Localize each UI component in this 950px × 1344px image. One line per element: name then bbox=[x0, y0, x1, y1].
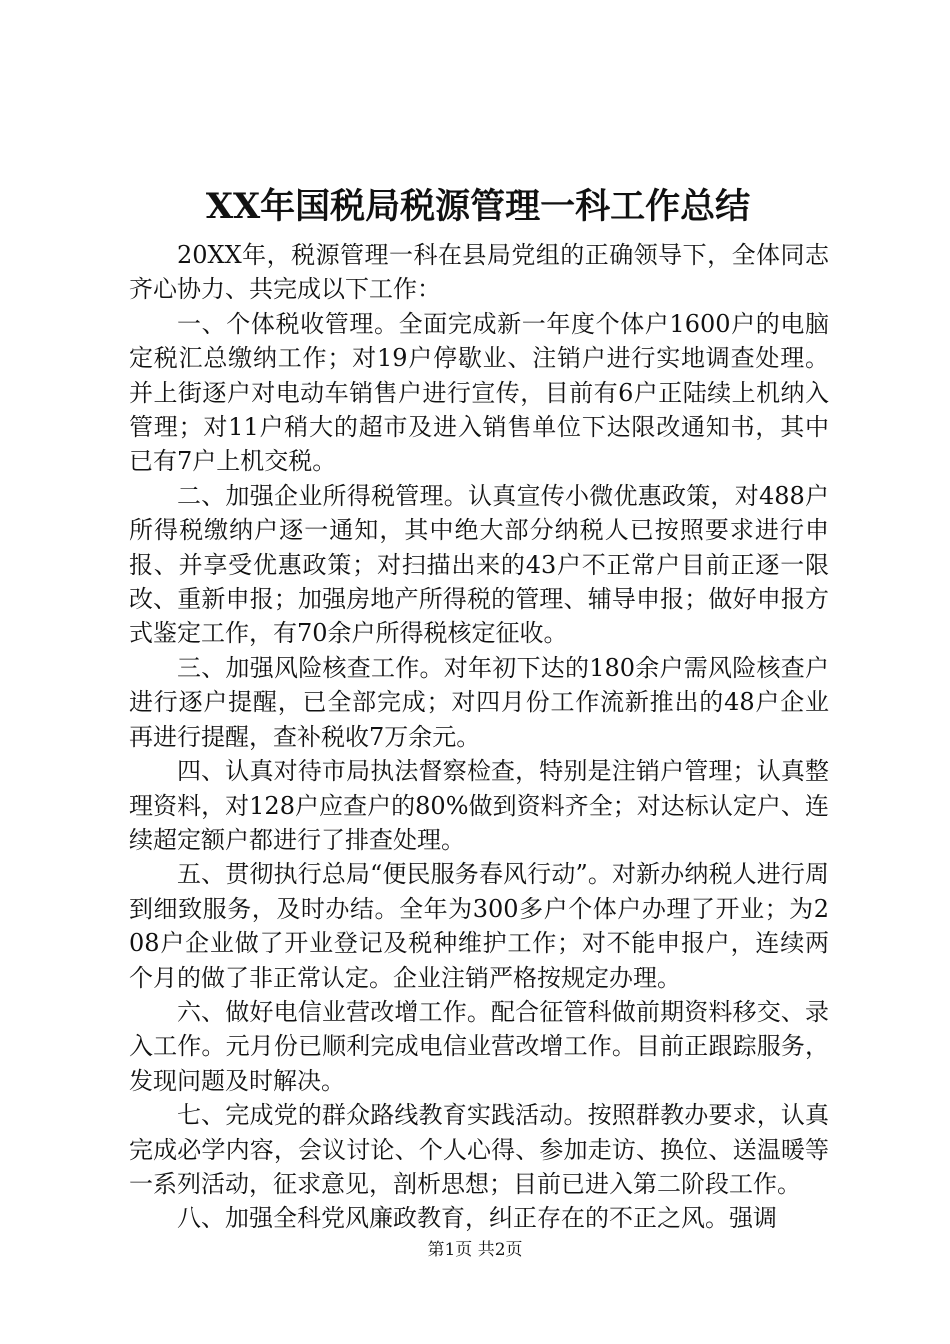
paragraph-4: 四、认真对待市局执法督察检查，特别是注销户管理；认真整理资料，对128户应查户的80%做到资料齐全；对达标认定户、连续超定额户都进行了排查处理。 bbox=[129, 757, 829, 854]
paragraph-3: 三、加强风险核查工作。对年初下达的180余户需风险核查户进行逐户提醒，已全部完成；对四月份工作流新推出的48户企业再进行提醒，查补税收7万余元。 bbox=[129, 653, 829, 751]
paragraph-intro: 20XX年，税源管理一科在县局党组的正确领导下，全体同志齐心协力、共完成以下工作： bbox=[129, 241, 829, 304]
document-body bbox=[129, 238, 829, 1236]
paragraph-8: 八、加强全科党风廉政教育，纠正存在的不正之风。强调 bbox=[177, 1204, 777, 1233]
document-title: XX年国税局税源管理一科工作总结 bbox=[205, 186, 751, 227]
paragraph-5: 五、贯彻执行总局“便民服务春风行动”。对新办纳税人进行周到细致服务，及时办结。全年为300多户个体户办理了开业；为208户企业做了开业登记及税种维护工作；对不能申报户，连续两个月的做了非正常认定。企业注销严格按规定办理。 bbox=[129, 860, 829, 992]
page-number-footer: 第1页 共2页 bbox=[427, 1240, 523, 1260]
paragraph-6: 六、做好电信业营改增工作。配合征管科做前期资料移交、录入工作。元月份已顺利完成电信业营改增工作。目前正跟踪服务，发现问题及时解决。 bbox=[129, 997, 829, 1095]
paragraph-1: 一、个体税收管理。全面完成新一年度个体户1600户的电脑定税汇总缴纳工作；对19户停歇业、注销户进行实地调查处理。并上街逐户对电动车销售户进行宣传，目前有6户正陆续上机纳入管理；对11户稍大的超市及进入销售单位下达限改通知书，其中已有7户上机交税。 bbox=[129, 309, 829, 476]
paragraph-7: 七、完成党的群众路线教育实践活动。按照群教办要求，认真完成必学内容，会议讨论、个人心得、参加走访、换位、送温暖等一系列活动，征求意见，剖析思想；目前已进入第二阶段工作。 bbox=[129, 1101, 829, 1198]
paragraph-2: 二、加强企业所得税管理。认真宣传小微优惠政策，对488户所得税缴纳户逐一通知，其中绝大部分纳税人已按照要求进行申报、并享受优惠政策；对扫描出来的43户不正常户目前正逐一限改、重新申报；加强房地产所得税的管理、辅导申报；做好申报方式鉴定工作，有70余户所得税核定征收。 bbox=[129, 481, 829, 648]
